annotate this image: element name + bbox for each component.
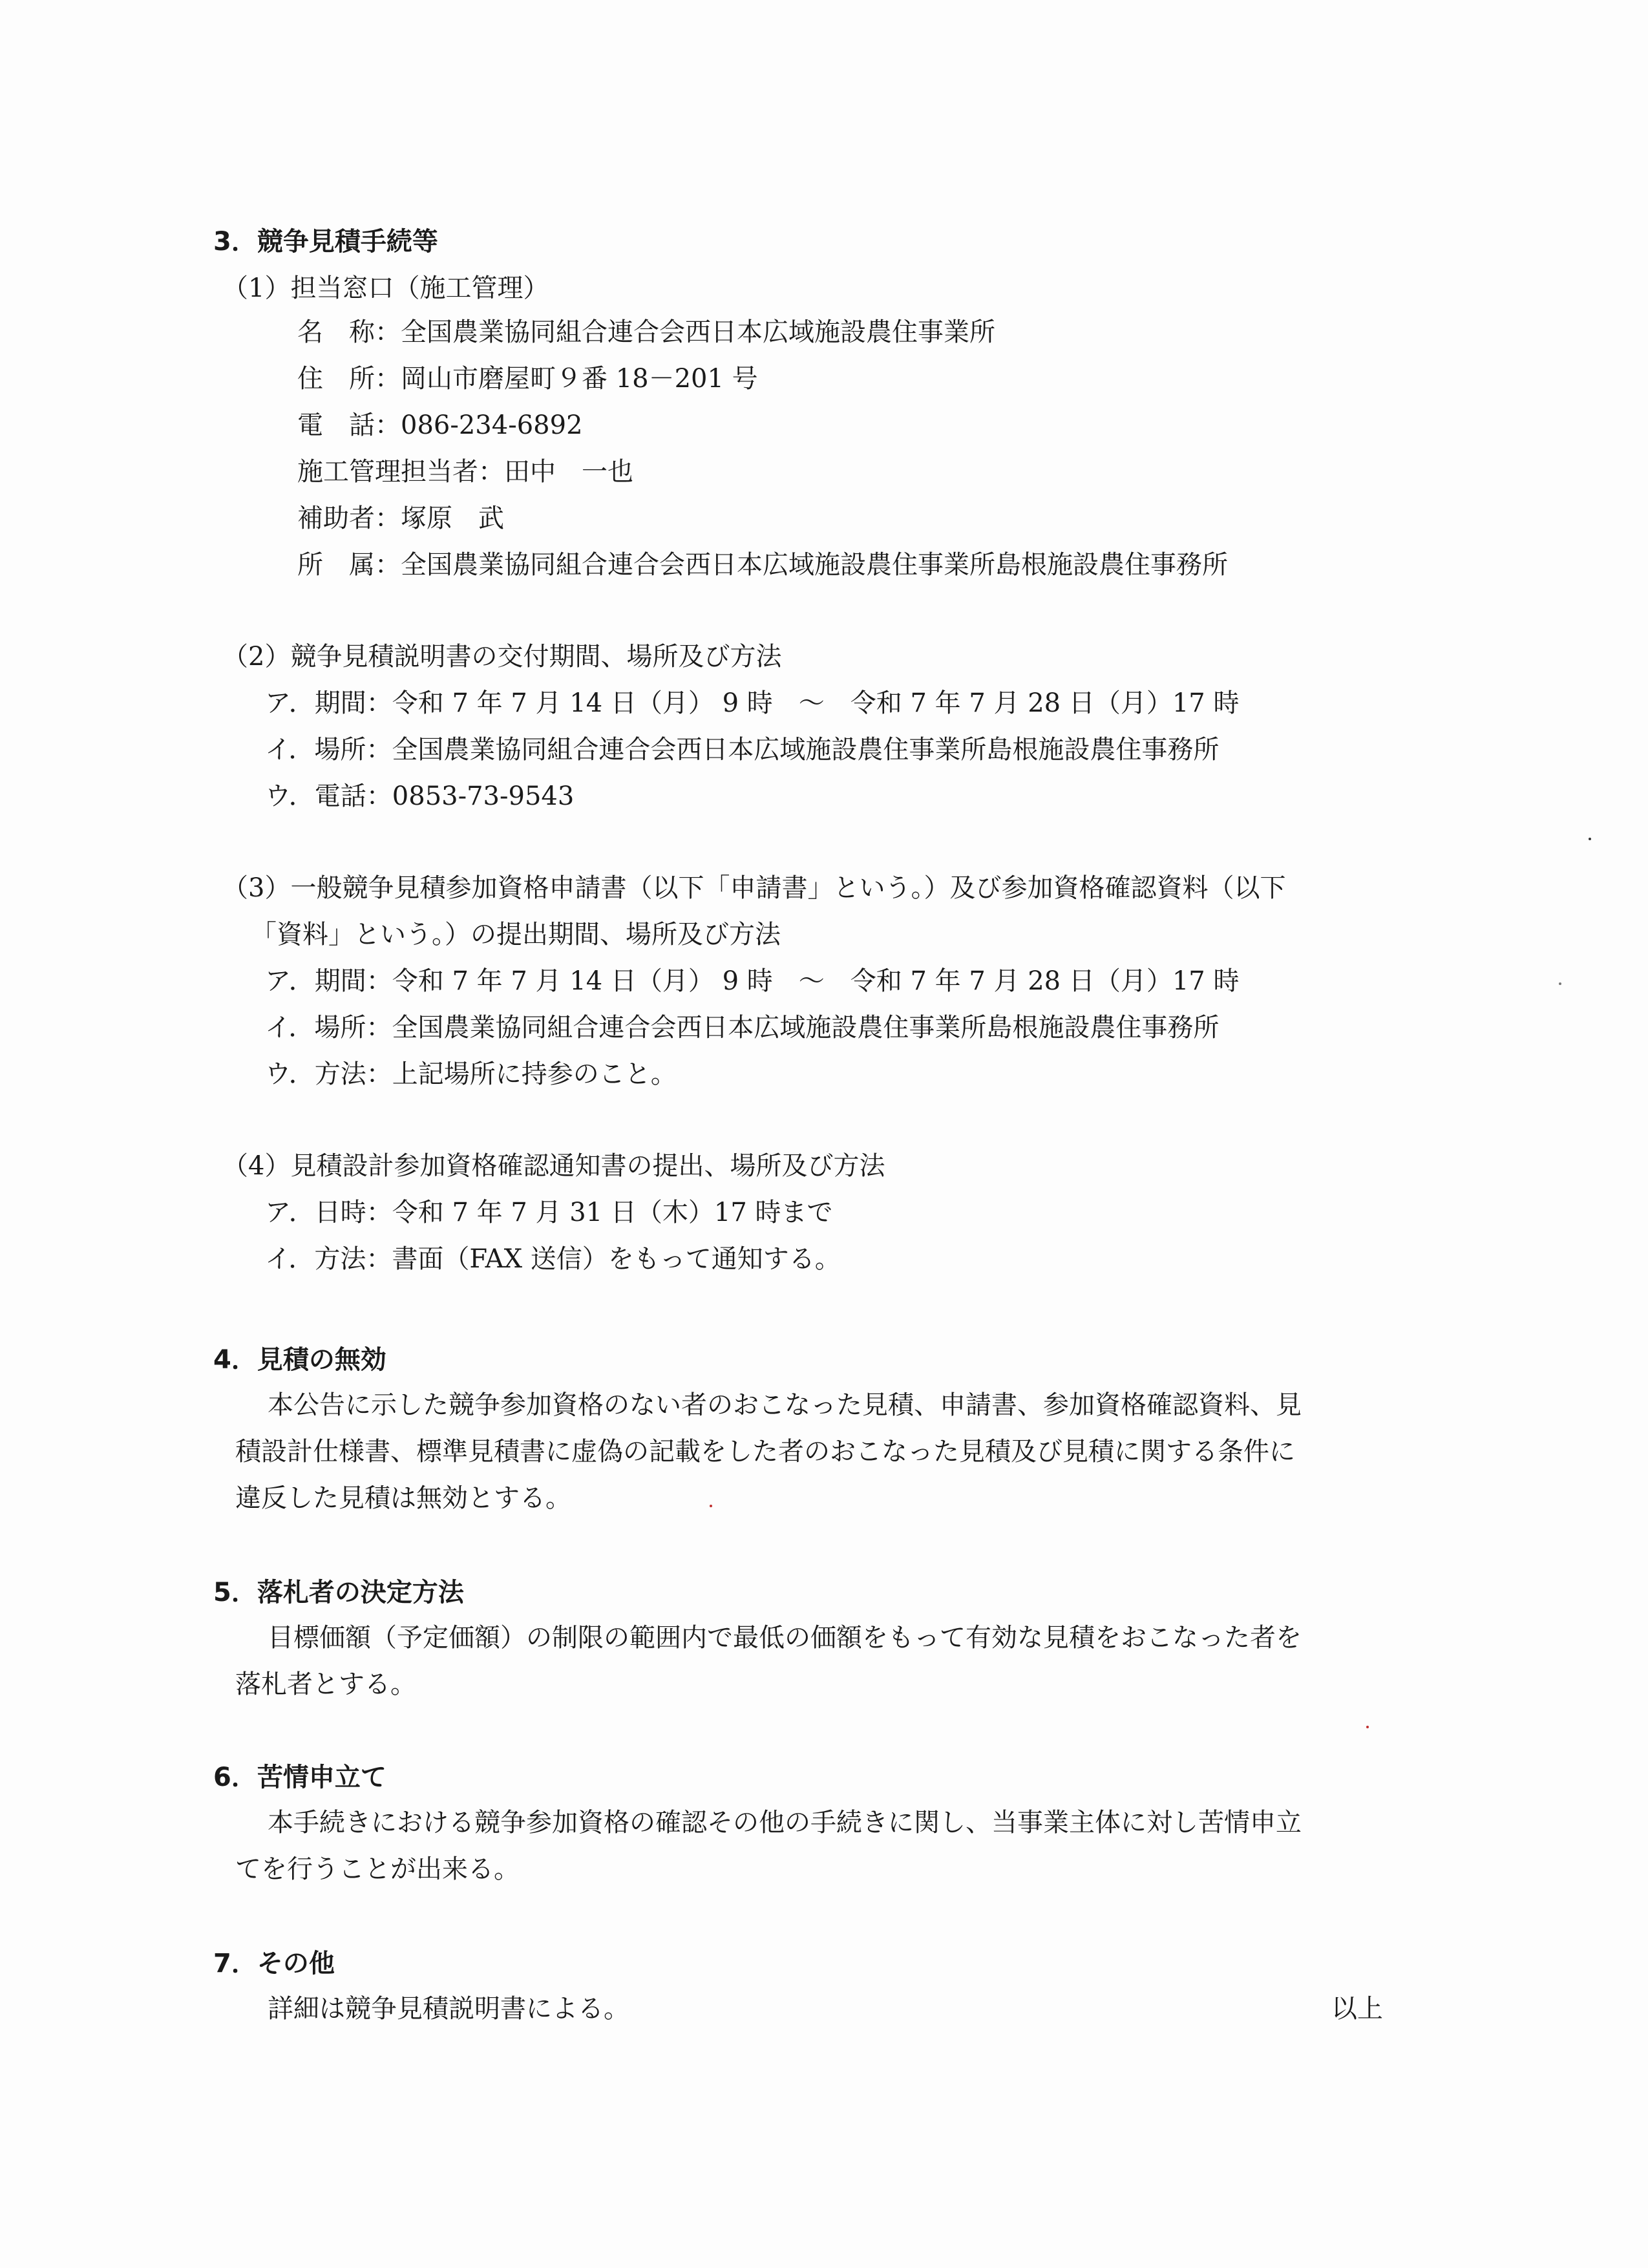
item-3-title-line2: 「資料」という。）の提出期間、場所及び方法 bbox=[251, 920, 781, 949]
contact-assistant: 補助者：塚原 武 bbox=[297, 503, 504, 533]
item-4-title: （4）見積設計参加資格確認通知書の提出、場所及び方法 bbox=[222, 1151, 885, 1181]
item-2-period: ア．期間：令和 7 年 7 月 14 日（月） 9 時 ～ 令和 7 年 7 月 28 日（月）17 時 bbox=[265, 688, 1240, 718]
section-5-heading: 5．落札者の決定方法 bbox=[213, 1578, 464, 1607]
item-3-title-line1: （3）一般競争見積参加資格申請書（以下「申請書」という。）及び参加資格確認資料（以下 bbox=[222, 873, 1286, 903]
section-4-heading: 4．見積の無効 bbox=[213, 1345, 386, 1375]
item-4-datetime: ア．日時：令和 7 年 7 月 31 日（木）17 時まで bbox=[265, 1198, 833, 1227]
contact-manager: 施工管理担当者：田中 一也 bbox=[297, 457, 633, 487]
section-7-heading: 7．その他 bbox=[213, 1949, 335, 1978]
section-4-line1: 本公告に示した競争参加資格のない者のおこなった見積、申請書、参加資格確認資料、見 bbox=[268, 1390, 1302, 1420]
contact-phone: 電 話：086-234-6892 bbox=[297, 410, 583, 440]
scan-speck bbox=[1589, 838, 1591, 840]
section-7-line1: 詳細は競争見積説明書による。 bbox=[268, 1994, 629, 2024]
item-1-title: （1）担当窓口（施工管理） bbox=[222, 273, 549, 303]
scan-speck bbox=[1559, 982, 1561, 985]
section-4-line2: 積設計仕様書、標準見積書に虚偽の記載をした者のおこなった見積及び見積に関する条件に bbox=[235, 1437, 1295, 1467]
item-2-place: イ．場所：全国農業協同組合連合会西日本広域施設農住事業所島根施設農住事務所 bbox=[265, 735, 1220, 765]
contact-affiliation: 所 属：全国農業協同組合連合会西日本広域施設農住事業所島根施設農住事務所 bbox=[297, 550, 1228, 580]
section-6-heading: 6．苦情申立て bbox=[213, 1763, 386, 1792]
contact-address: 住 所：岡山市磨屋町９番 18－201 号 bbox=[297, 364, 758, 394]
section-6-line2: てを行うことが出来る。 bbox=[235, 1854, 520, 1884]
item-3-place: イ．場所：全国農業協同組合連合会西日本広域施設農住事業所島根施設農住事務所 bbox=[265, 1013, 1220, 1043]
section-3-heading: 3．競争見積手続等 bbox=[213, 227, 438, 257]
section-5-line2: 落札者とする。 bbox=[235, 1669, 416, 1699]
section-5-line1: 目標価額（予定価額）の制限の範囲内で最低の価額をもって有効な見積をおこなった者を bbox=[268, 1623, 1302, 1653]
item-3-period: ア．期間：令和 7 年 7 月 14 日（月） 9 時 ～ 令和 7 年 7 月 28 日（月）17 時 bbox=[265, 966, 1240, 996]
item-2-phone: ウ．電話：0853-73-9543 bbox=[265, 781, 575, 811]
scan-speck bbox=[1366, 1726, 1369, 1728]
item-4-method: イ．方法：書面（FAX 送信）をもって通知する。 bbox=[265, 1244, 841, 1274]
contact-name: 名 称：全国農業協同組合連合会西日本広域施設農住事業所 bbox=[297, 317, 995, 347]
item-2-title: （2）競争見積説明書の交付期間、場所及び方法 bbox=[222, 642, 782, 672]
closing-mark: 以上 bbox=[1331, 1994, 1383, 2024]
section-6-line1: 本手続きにおける競争参加資格の確認その他の手続きに関し、当事業主体に対し苦情申立 bbox=[268, 1808, 1302, 1838]
section-4-line3: 違反した見積は無効とする。 bbox=[235, 1483, 571, 1513]
item-3-method: ウ．方法：上記場所に持参のこと。 bbox=[265, 1059, 677, 1089]
scan-speck bbox=[710, 1505, 712, 1507]
